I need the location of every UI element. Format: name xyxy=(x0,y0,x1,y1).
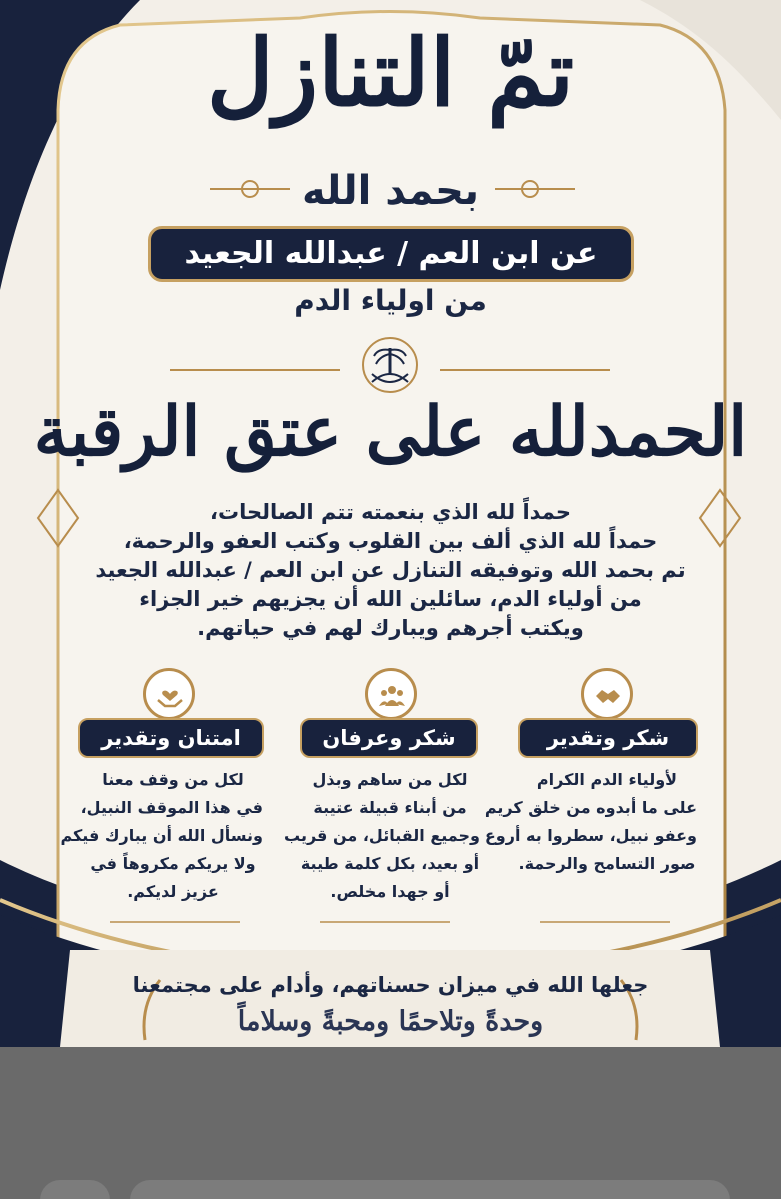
column-text-middle xyxy=(284,766,480,906)
column-line: وعفو نبيل، سطروا به أروع xyxy=(484,826,697,845)
body-line: ويكتب أجرهم ويبارك لهم في حياتهم. xyxy=(197,616,584,640)
name-ribbon: عن ابن العم / عبدالله الجعيد xyxy=(148,226,634,282)
praise-calligraphy: الحمدلله على عتق الرقبة xyxy=(33,392,748,472)
column-line: ونسأل الله أن يبارك فيكم xyxy=(60,826,263,845)
column-text-left xyxy=(60,766,263,906)
closing-line-2: وحدةً وتلاحمًا ومحبةً وسلاماً xyxy=(237,1006,544,1037)
column-line: صور التسامح والرحمة. xyxy=(518,854,696,873)
title: تمّ التنازل xyxy=(206,19,575,127)
column-line: لكل من وقف معنا xyxy=(102,770,244,789)
body-line: حمداً لله الذي ألف بين القلوب وكتب العفو والرحمة، xyxy=(123,529,658,553)
column-line: من أبناء قبيلة عتيبة xyxy=(313,798,467,817)
column-title-thanks: شكر وتقدير xyxy=(518,718,698,758)
closing-banner xyxy=(0,968,781,1042)
body-line: من أولياء الدم، سائلين الله أن يجزيهم خير الجزاء xyxy=(139,587,642,611)
people-group-icon xyxy=(365,668,417,720)
body-line: تم بحمد الله وتوفيقه التنازل عن ابن العم / عبدالله الجعيد xyxy=(95,558,686,582)
column-line: في هذا الموقف النبيل، xyxy=(80,798,263,817)
column-line: عزيز لديكم. xyxy=(127,882,219,901)
column-line: لأولياء الدم الكرام xyxy=(536,770,678,789)
reply-input-bar[interactable] xyxy=(130,1180,730,1199)
handshake-icon xyxy=(581,668,633,720)
column-line: أو جهدا مخلص. xyxy=(330,882,450,901)
column-title-appreciation: امتنان وتقدير xyxy=(78,718,264,758)
palm-swords-emblem-icon xyxy=(356,336,424,394)
column-text-right xyxy=(484,766,697,878)
reaction-button[interactable] xyxy=(40,1180,110,1199)
column-line: لكل من ساهم وبذل xyxy=(312,770,468,789)
body-paragraph xyxy=(0,498,781,643)
column-line: ولا يريكم مكروهاً في xyxy=(90,854,256,873)
column-line: على ما أبدوه من خلق كريم xyxy=(484,798,697,817)
viewer-bottom-area xyxy=(0,1047,781,1199)
closing-line-1: جعلها الله في ميزان حسناتهم، وأدام على مجتمعنا xyxy=(132,973,649,997)
body-line: حمداً لله الذي بنعمته تتم الصالحات، xyxy=(209,500,572,524)
column-title-gratitude: شكر وعرفان xyxy=(300,718,478,758)
column-line: وجميع القبائل، من قريب xyxy=(284,826,480,845)
column-line: أو بعيد، بكل كلمة طيبة xyxy=(300,854,480,873)
heart-hands-icon xyxy=(143,668,195,720)
subtitle: بحمد الله xyxy=(301,168,479,214)
blood-guardians-text: من اولياء الدم xyxy=(294,284,487,317)
